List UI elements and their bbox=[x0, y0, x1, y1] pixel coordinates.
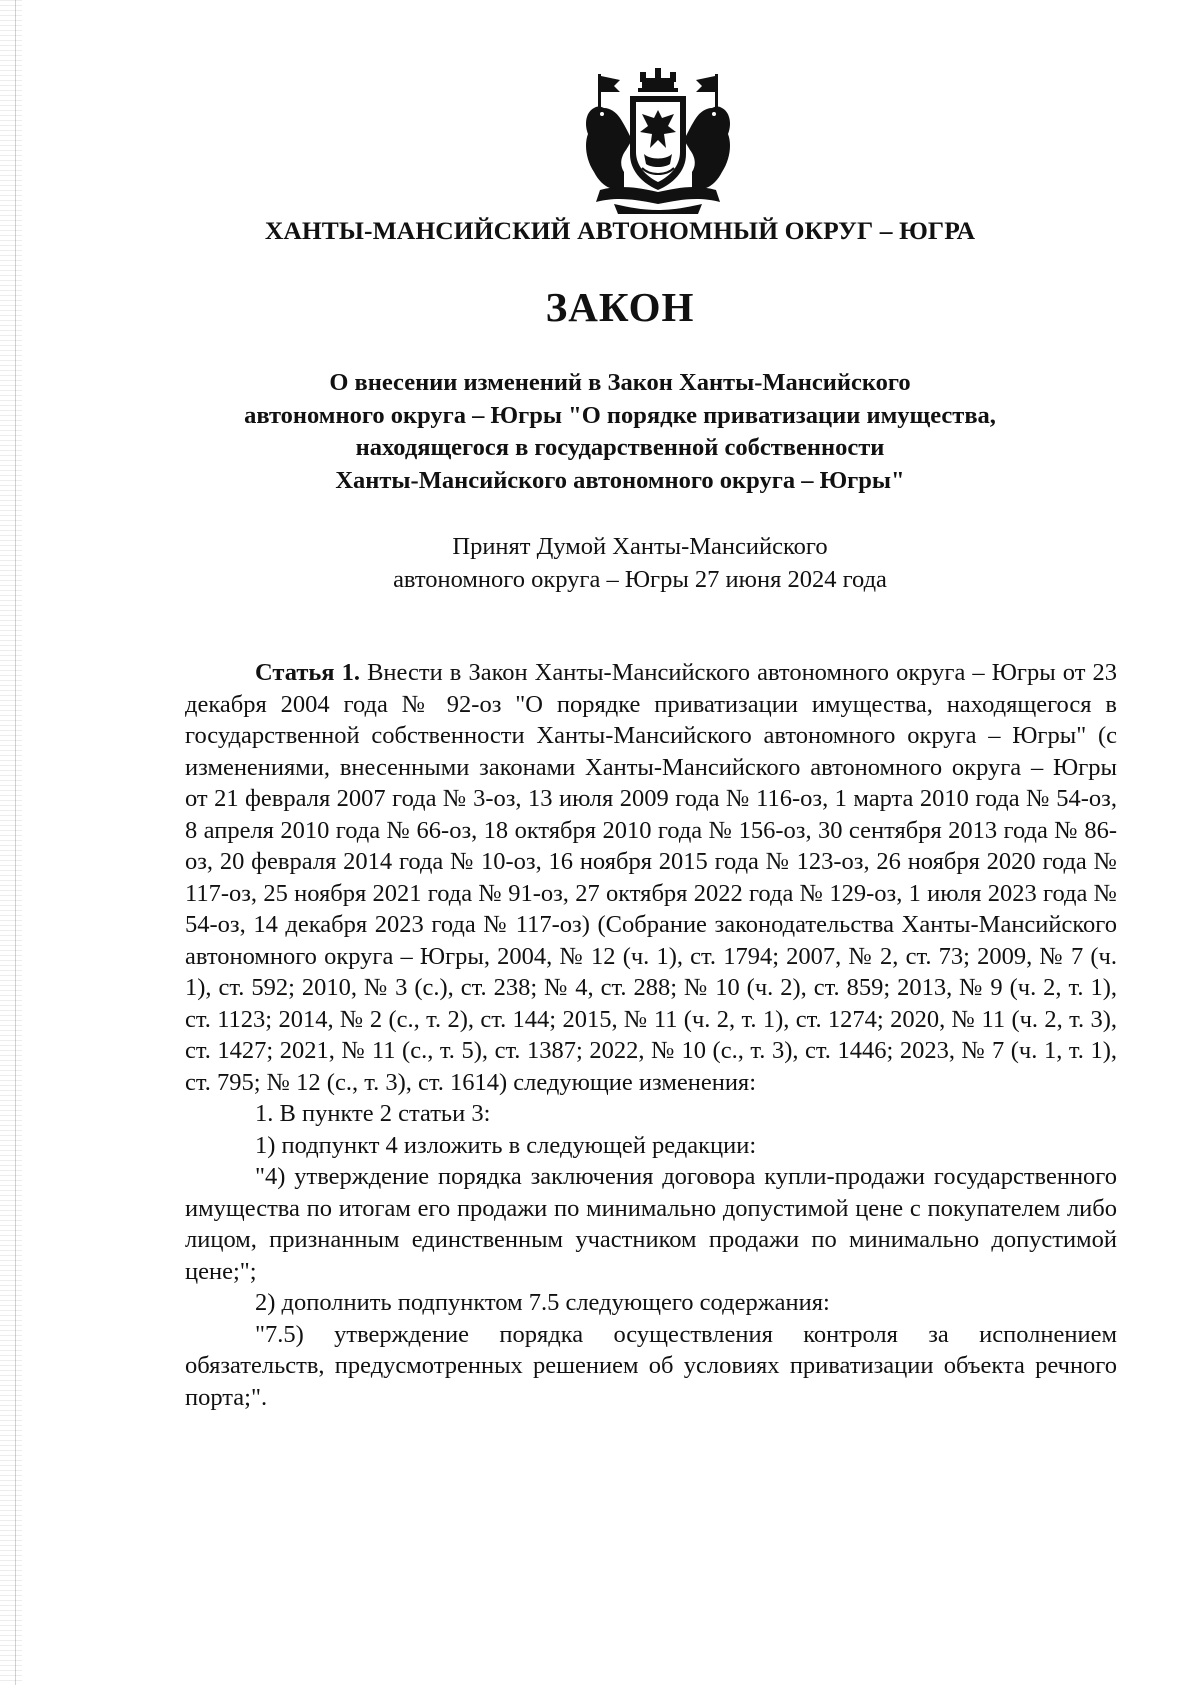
law-subject-line: автономного округа – Югры "О порядке приватизации имущества, bbox=[244, 401, 996, 429]
region-name: ХАНТЫ-МАНСИЙСКИЙ АВТОНОМНЫЙ ОКРУГ – ЮГРА bbox=[264, 216, 976, 245]
law-subject-heading bbox=[160, 367, 1080, 497]
amendment-item: 1. В пункте 2 статьи 3: bbox=[255, 1100, 491, 1127]
adoption-line: Принят Думой Ханты-Мансийского bbox=[452, 533, 828, 560]
law-subject-line: находящегося в государственной собственности bbox=[355, 434, 885, 461]
article-label: Статья 1. bbox=[255, 659, 361, 686]
document-type-title: ЗАКОН bbox=[545, 284, 695, 330]
article-1-intro-paragraph bbox=[185, 657, 1117, 1098]
amendment-item: 1) подпункт 4 изложить в следующей редакции: bbox=[255, 1131, 757, 1159]
adoption-line: автономного округа – Югры 27 июня 2024 года bbox=[393, 566, 887, 593]
law-subject-line: О внесении изменений в Закон Ханты-Мансийского bbox=[329, 369, 911, 396]
amendment-item: 2) дополнить подпунктом 7.5 следующего содержания: bbox=[255, 1289, 830, 1316]
law-subject-line: Ханты-Мансийского автономного округа – Югры" bbox=[335, 466, 905, 494]
article-intro-text: Внести в Закон Ханты-Мансийского автономного округа – Югры от 23 декабря 2004 года № 92-оз "О порядке приватизации имущества, находящегося в государственной собственности Ханты-Мансийского автономного округа – Югры" (с изменениями, внесенными законами Ханты-Мансийского автономного округа – Югры от 21 февраля 2007 года № 3-оз, 13 июля 2009 года № 116-оз, 1 марта 2010 года № 54-оз, 8 апреля 2010 года № 66-оз, 18 октября 2010 года № 156-оз, 30 сентября 2013 года № 86-оз, 20 февраля 2014 года № 10-оз, 16 ноября 2015 года № 123-оз, 26 ноября 2020 года № 117-оз, 25 ноября 2021 года № 91-оз, 27 октября 2022 года № 129-оз, 1 июля 2023 года № 54-оз, 14 декабря 2023 года № 117-оз) (Собрание законодательства Ханты-Мансийского автономного округа – Югры, 2004, № 12 (ч. 1), ст. 1794; 2007, № 2, ст. 73; 2009, № 7 (ч. 1), ст. 592; 2010, № 3 (с.), ст. 238; № 4, ст. 288; № 10 (ч. 2), ст. 859; 2013, № 9 (ч. 2, т. 1), ст. 1123; 2014, № 2 (с., т. 2), ст. 144; 2015, № 11 (ч. 2, т. 1), ст. 1274; 2020, № 11 (ч. 2, т. 3), ст. 1427; 2021, № 11 (с., т. 5), ст. 1387; 2022, № 10 (с., т. 3), ст. 1446; 2023, № 7 (ч. 1, т. 1), ст. 795; № 12 (с., т. 3), ст. 1614) следующие изменения: bbox=[185, 659, 1117, 1096]
amendment-item: "4) утверждение порядка заключения договора купли-продажи государственного имущества по итогам его продажи по минимально допустимой цене с покупателем либо лицом, признанным единственным участником продажи по минимально допустимой цене;"; bbox=[185, 1163, 1117, 1285]
adoption-note bbox=[240, 530, 1040, 596]
article-1-body bbox=[185, 657, 1117, 1413]
amendment-item: "7.5) утверждение порядка осуществления контроля за исполнением обязательств, предусмотренных решением об условиях приватизации объекта речного порта;". bbox=[185, 1320, 1117, 1411]
coat-of-arms-icon bbox=[580, 68, 736, 214]
